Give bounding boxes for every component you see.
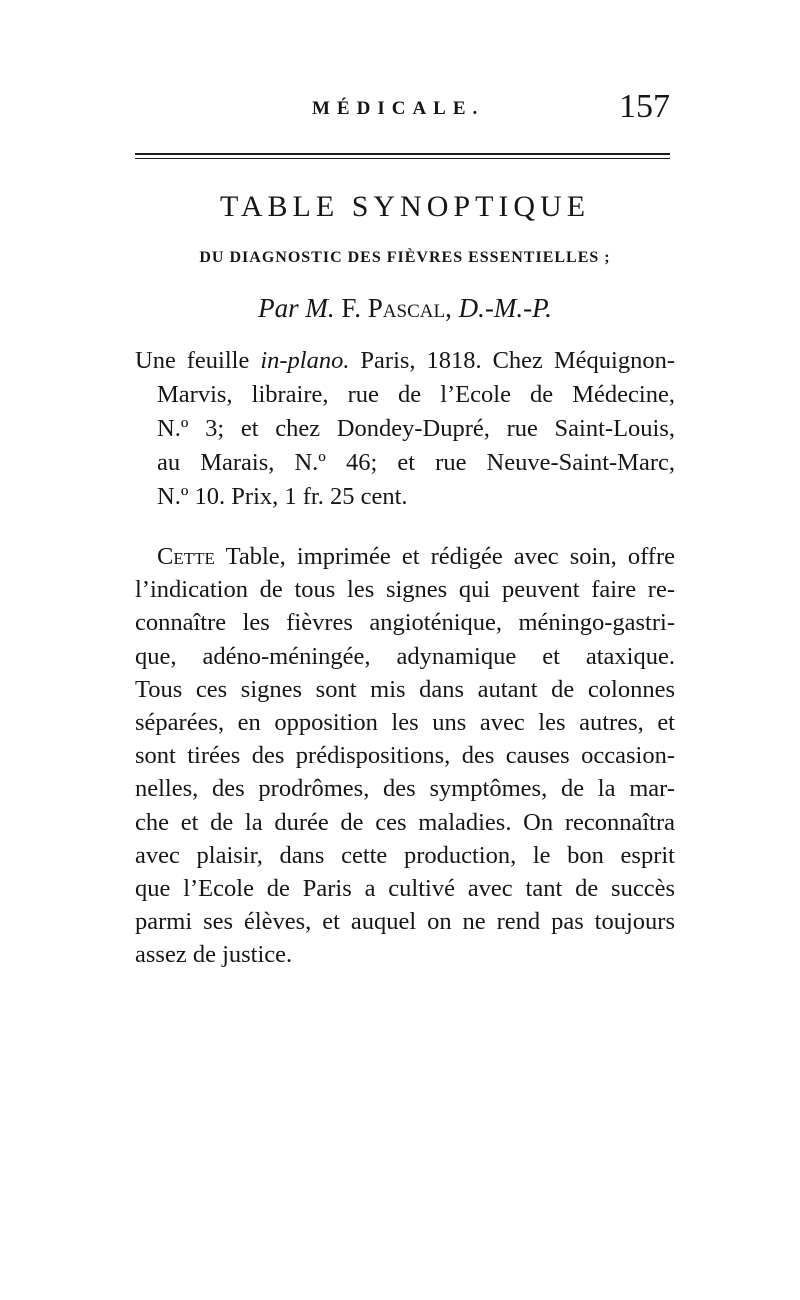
section-subtitle: DU DIAGNOSTIC DES FIÈVRES ESSENTIELLES ; xyxy=(199,249,611,266)
review-line: que l’Ecole de Paris a cultivé avec tant de succès xyxy=(135,874,675,902)
review-line: l’indication de tous les signes qui peuvent faire re- xyxy=(135,576,675,604)
review-line: che et de la durée de ces maladies. On reconnaîtra xyxy=(135,808,675,836)
review-line xyxy=(135,540,675,573)
page-number: 157 xyxy=(619,88,670,125)
byline-initial: F. xyxy=(341,293,362,323)
header-rule-thin xyxy=(135,158,670,159)
review-line: parmi ses élèves, et auquel on ne rend pas toujours xyxy=(135,908,675,936)
review-line: connaître les fièvres angioténique, méningo-gastri- xyxy=(135,609,675,637)
review-line: avec plaisir, dans cette production, le bon esprit xyxy=(135,841,675,869)
review-line: que, adéno-méningée, adynamique et ataxique. xyxy=(135,642,675,670)
bibliographic-entry xyxy=(135,344,675,514)
review-line: séparées, en opposition les uns avec les autres, et xyxy=(135,708,675,736)
review-line: sont tirées des prédispositions, des causes occasion- xyxy=(135,742,675,770)
byline-m: M. xyxy=(305,293,335,323)
byline-degree: D.-M.-P. xyxy=(458,293,552,323)
biblio-line: N.º 3; et chez Dondey-Dupré, rue Saint-Louis, xyxy=(157,415,675,442)
running-head-title: MÉDICALE. xyxy=(312,98,485,119)
biblio-format: in-plano. xyxy=(260,347,350,374)
section-title: TABLE SYNOPTIQUE xyxy=(219,190,591,223)
review-line: Tous ces signes sont mis dans autant de colonnes xyxy=(135,675,675,703)
biblio-line: au Marais, N.º 46; et rue Neuve-Saint-Marc, xyxy=(157,449,675,476)
review-text: Table, imprimée et rédigée avec soin, offre xyxy=(225,543,676,570)
review-paragraph xyxy=(135,540,675,971)
biblio-line: N.º 10. Prix, 1 fr. 25 cent. xyxy=(157,483,408,510)
running-head xyxy=(150,88,670,132)
biblio-line: Marvis, libraire, rue de l’Ecole de Médecine, xyxy=(157,381,675,408)
biblio-text: Une feuille xyxy=(135,347,250,374)
biblio-line xyxy=(135,344,675,378)
lead-word: Cette xyxy=(157,543,215,570)
review-line: assez de justice. xyxy=(135,941,293,969)
header-rule xyxy=(135,153,670,155)
byline-name: Pascal xyxy=(367,293,446,323)
author-byline: Par M. F. Pascal, D.-M.-P. xyxy=(258,293,552,323)
review-line: nelles, des prodrômes, des symptômes, de la mar- xyxy=(135,775,675,803)
biblio-text: Paris, 1818. Chez Méquignon- xyxy=(360,347,675,374)
byline-par: Par xyxy=(258,293,299,323)
